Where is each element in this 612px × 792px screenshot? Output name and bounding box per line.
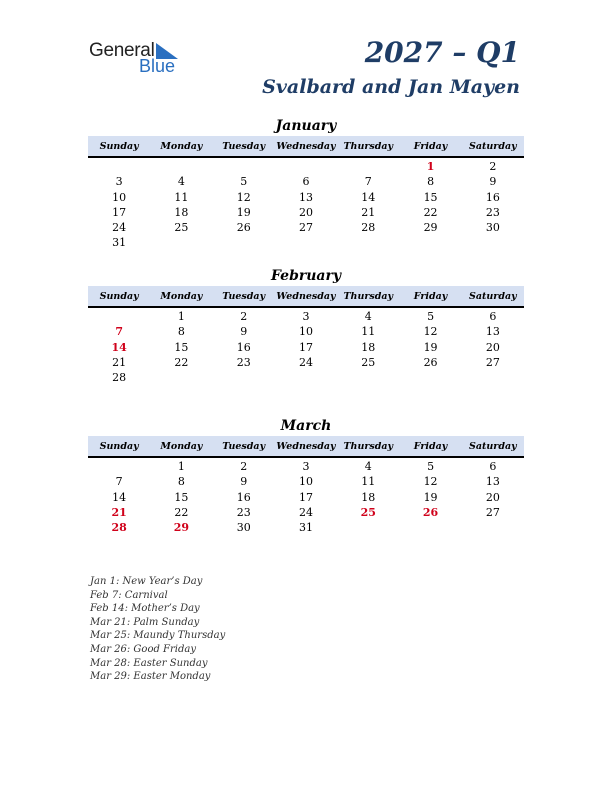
day-cell: 12 — [423, 475, 438, 489]
day-cell-empty — [88, 309, 150, 324]
day-cell: 15 — [174, 340, 189, 354]
weekday-header — [88, 436, 524, 458]
weekday-label: Saturday — [469, 290, 517, 302]
weekday-label: Saturday — [469, 140, 517, 152]
weekday-label: Thursday — [343, 290, 394, 302]
day-cell: 28 — [361, 221, 376, 235]
day-cell: 3 — [302, 310, 310, 323]
page-title: 2027 – Q1 — [364, 36, 520, 69]
day-cell: 9 — [240, 475, 248, 489]
day-cell: 7 — [364, 175, 372, 189]
weekday-label: Thursday — [343, 140, 394, 152]
weekday-header — [88, 286, 524, 308]
day-cell: 13 — [485, 325, 500, 339]
day-cell: 6 — [489, 310, 497, 323]
day-cell: 2 — [240, 460, 248, 473]
day-grid — [88, 459, 524, 535]
day-cell: 2 — [240, 310, 248, 323]
day-cell: 31 — [298, 521, 313, 535]
day-cell: 30 — [236, 521, 251, 535]
day-cell: 17 — [298, 340, 313, 354]
day-cell: 18 — [361, 340, 376, 354]
weekday-label: Monday — [160, 440, 203, 452]
holiday-item: Mar 25: Maundy Thursday — [90, 630, 226, 642]
day-cell: 12 — [236, 190, 251, 204]
holiday-item: Mar 29: Easter Monday — [90, 671, 211, 683]
day-cell: 26 — [236, 221, 251, 235]
month-march — [88, 416, 524, 535]
day-cell: 4 — [364, 310, 372, 323]
holiday-item: Mar 26: Good Friday — [90, 643, 196, 655]
holiday-item: Mar 28: Easter Sunday — [90, 657, 208, 669]
weekday-label: Friday — [413, 290, 448, 302]
month-name: February — [270, 268, 341, 284]
day-cell-empty — [275, 159, 337, 174]
day-cell-empty — [213, 159, 275, 174]
day-cell: 28 — [112, 371, 127, 385]
day-cell: 6 — [489, 460, 497, 473]
day-cell: 1 — [177, 310, 185, 323]
day-cell: 27 — [485, 505, 500, 519]
day-cell: 31 — [112, 236, 127, 250]
day-cell: 30 — [485, 221, 500, 235]
day-cell: 8 — [177, 475, 185, 489]
weekday-label: Monday — [160, 140, 203, 152]
day-cell: 7 — [115, 475, 123, 489]
day-cell: 25 — [174, 221, 189, 235]
day-cell: 24 — [298, 505, 313, 519]
day-cell-holiday: 26 — [422, 505, 439, 519]
logo — [89, 40, 199, 76]
day-cell: 9 — [489, 175, 497, 189]
day-cell: 15 — [423, 190, 438, 204]
day-cell: 25 — [361, 355, 376, 369]
holiday-item: Feb 7: Carnival — [90, 589, 168, 601]
day-cell: 24 — [298, 355, 313, 369]
day-cell: 19 — [236, 205, 251, 219]
day-cell: 14 — [361, 190, 376, 204]
month-name: January — [275, 118, 337, 134]
holiday-list — [90, 575, 225, 684]
day-cell: 29 — [423, 221, 438, 235]
day-cell-empty — [150, 159, 212, 174]
day-cell: 22 — [423, 205, 438, 219]
day-cell: 5 — [240, 175, 248, 189]
day-cell: 18 — [174, 205, 189, 219]
day-cell: 8 — [427, 175, 435, 189]
weekday-label: Sunday — [99, 140, 139, 152]
day-cell: 10 — [298, 475, 313, 489]
day-grid — [88, 159, 524, 251]
holiday-item: Feb 14: Mother’s Day — [90, 603, 200, 615]
day-cell: 22 — [174, 505, 189, 519]
day-cell-empty — [88, 459, 150, 474]
month-february — [88, 266, 524, 385]
day-cell: 14 — [112, 490, 127, 504]
weekday-label: Sunday — [99, 290, 139, 302]
day-cell: 20 — [298, 205, 313, 219]
day-cell: 15 — [174, 490, 189, 504]
day-cell: 19 — [423, 340, 438, 354]
day-cell: 11 — [174, 190, 189, 204]
day-cell-empty — [337, 159, 399, 174]
day-cell: 20 — [485, 490, 500, 504]
day-cell: 23 — [236, 505, 251, 519]
day-cell: 19 — [423, 490, 438, 504]
holiday-item: Jan 1: New Year’s Day — [90, 576, 203, 587]
day-cell: 13 — [298, 190, 313, 204]
month-name: March — [280, 418, 332, 434]
weekday-header — [88, 136, 524, 158]
day-cell-empty — [88, 159, 150, 174]
day-cell: 23 — [236, 355, 251, 369]
day-cell: 6 — [302, 175, 310, 189]
day-cell: 20 — [485, 340, 500, 354]
day-cell-holiday: 21 — [111, 505, 127, 519]
day-cell: 17 — [298, 490, 313, 504]
weekday-label: Thursday — [343, 440, 394, 452]
day-cell: 18 — [361, 490, 376, 504]
weekday-label: Tuesday — [222, 290, 266, 302]
day-cell-holiday: 7 — [115, 325, 123, 339]
day-cell-holiday: 1 — [426, 160, 435, 173]
page-subtitle: Svalbard and Jan Mayen — [262, 76, 520, 98]
day-cell: 23 — [485, 205, 500, 219]
day-cell: 13 — [485, 475, 500, 489]
weekday-label: Friday — [413, 140, 448, 152]
day-cell: 22 — [174, 355, 189, 369]
day-cell: 16 — [236, 340, 251, 354]
day-cell: 26 — [423, 355, 438, 369]
day-cell: 27 — [485, 355, 500, 369]
day-cell: 4 — [177, 175, 185, 189]
day-cell: 3 — [115, 175, 123, 189]
day-cell: 3 — [302, 460, 310, 473]
day-cell: 10 — [298, 325, 313, 339]
day-cell: 5 — [427, 310, 435, 323]
weekday-label: Sunday — [99, 440, 139, 452]
day-cell: 8 — [177, 325, 185, 339]
day-cell-holiday: 25 — [360, 505, 376, 519]
day-cell: 1 — [177, 460, 185, 473]
day-cell: 11 — [361, 325, 376, 339]
weekday-label: Tuesday — [222, 140, 266, 152]
month-january — [88, 116, 524, 251]
weekday-label: Saturday — [469, 440, 517, 452]
day-cell-holiday: 14 — [111, 340, 127, 354]
day-cell-holiday: 29 — [173, 521, 190, 535]
logo-general-text: General — [89, 40, 155, 61]
day-cell: 24 — [112, 221, 127, 235]
day-cell: 27 — [298, 221, 313, 235]
day-grid — [88, 309, 524, 385]
day-cell: 11 — [361, 475, 376, 489]
day-cell: 4 — [364, 460, 372, 473]
weekday-label: Tuesday — [222, 440, 266, 452]
logo-blue-text: Blue — [139, 56, 176, 76]
day-cell: 16 — [236, 490, 251, 504]
day-cell: 10 — [112, 190, 127, 204]
day-cell: 17 — [112, 205, 127, 219]
day-cell: 16 — [485, 190, 500, 204]
day-cell: 9 — [240, 325, 248, 339]
day-cell: 12 — [423, 325, 438, 339]
day-cell: 21 — [361, 205, 376, 219]
weekday-label: Monday — [160, 290, 203, 302]
holiday-item: Mar 21: Palm Sunday — [90, 616, 200, 628]
day-cell: 5 — [427, 460, 435, 473]
weekday-label: Wednesday — [276, 140, 336, 152]
weekday-label: Wednesday — [276, 440, 336, 452]
weekday-label: Wednesday — [276, 290, 336, 302]
day-cell: 21 — [112, 355, 127, 369]
day-cell-holiday: 28 — [111, 521, 127, 535]
weekday-label: Friday — [413, 440, 448, 452]
day-cell: 2 — [489, 160, 497, 173]
